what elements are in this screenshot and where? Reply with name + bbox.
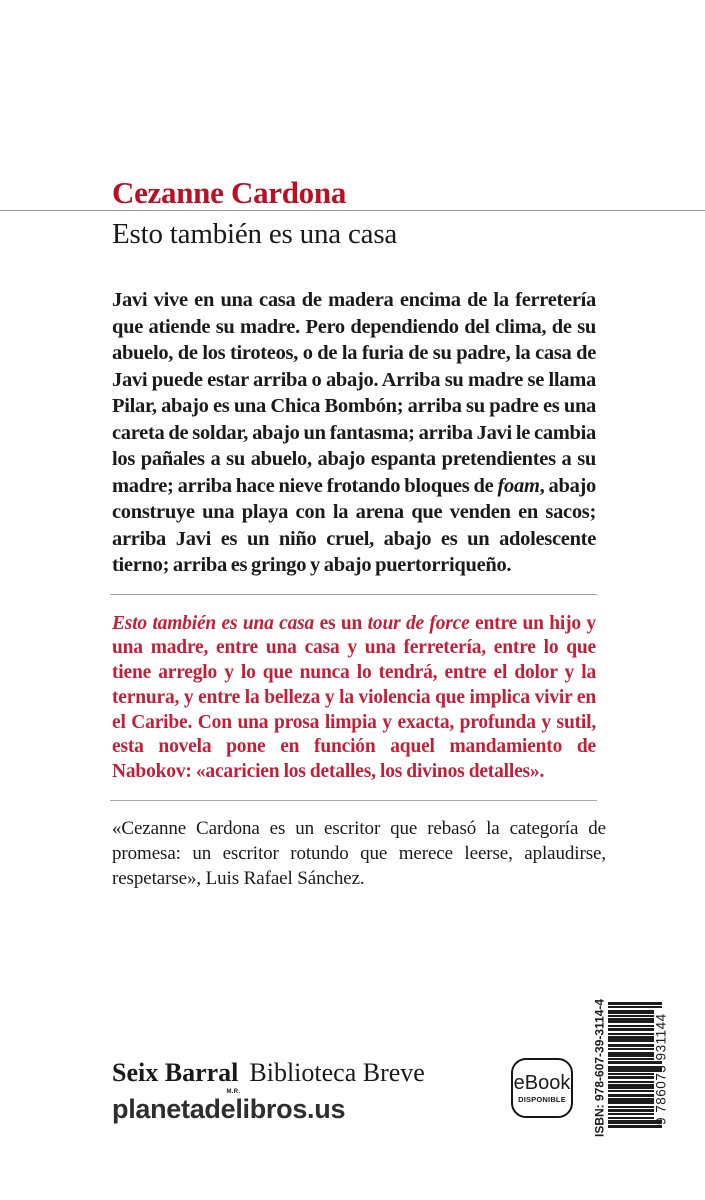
barcode-stripe xyxy=(608,1113,654,1115)
review-text-1: es un xyxy=(314,612,368,634)
trademark-mark: M.R. xyxy=(226,1089,241,1095)
header-divider xyxy=(0,210,705,211)
publisher-name: Seix Barral xyxy=(112,1058,239,1087)
barcode-stripe xyxy=(608,1044,654,1047)
synopsis-foam-italic: foam xyxy=(497,474,540,497)
barcode-stripe xyxy=(608,1048,654,1050)
publisher-logo xyxy=(112,1058,241,1095)
barcode-stripe xyxy=(608,1025,654,1027)
author-name: Cezanne Cardona xyxy=(112,175,347,210)
barcode-ean-number: 9 786073 931144 xyxy=(653,1013,669,1125)
endorsement-quote: «Cezanne Cardona es un escritor que rebasó la categoría de promesa: un escritor rotundo que merece leerse, aplaudirse, respetarse», Luis Rafael Sánchez. xyxy=(112,818,606,890)
synopsis-paragraph xyxy=(112,287,596,579)
barcode-stripe xyxy=(608,1106,654,1108)
book-title: Esto también es una casa xyxy=(112,218,398,250)
ebook-badge-sublabel: DISPONIBLE xyxy=(518,1094,566,1104)
review-text-2: entre un hijo y una madre, entre una casa y una ferretería, entre lo que tiene arreglo y lo que nunca lo tendrá, entre el dolor y la ternura, y entre la belleza y la violencia que implica vivir en el Caribe. Con una prosa limpia y exacta, profunda y sutil, esta novela pone en función aquel mandamiento de Nabokov: «acaricien los detalles, los divinos detalles». xyxy=(112,612,596,783)
isbn-text: ISBN: 978-607-39-3114-4 xyxy=(592,998,607,1138)
barcode-stripe xyxy=(608,1036,654,1042)
divider-above-review xyxy=(110,594,597,595)
barcode-stripe xyxy=(608,1090,654,1092)
collection-name: Biblioteca Breve xyxy=(249,1058,425,1087)
barcode-stripe xyxy=(608,1018,654,1023)
barcode-stripe xyxy=(608,1076,654,1079)
barcode-stripe xyxy=(608,1058,654,1060)
synopsis-text-1: Javi vive en una casa de madera encima de la ferretería que atiende su madre. Pero dependiendo del clima, de su abuelo, de los tiroteos, o de la furia de su padre, la casa de Javi puede estar arriba o abajo. Arriba su madre se llama Pilar, abajo es una Chica Bombón; arriba su padre es una careta de soldar, abajo un fantasma; arriba Javi le cambia los pañales a su abuelo, abajo espanta pretendientes a su madre; arriba hace nieve frotando bloques de xyxy=(112,289,596,497)
barcode-stripe xyxy=(608,1033,654,1035)
barcode-stripe xyxy=(608,1073,654,1075)
review-tour-de-force-italic: tour de force xyxy=(367,612,470,634)
barcode-stripe xyxy=(608,1010,654,1014)
barcode-stripe xyxy=(608,1052,654,1057)
divider-above-endorsement xyxy=(110,800,597,801)
barcode-stripe xyxy=(608,1098,654,1104)
barcode-stripe xyxy=(608,1015,654,1017)
ebook-available-badge xyxy=(511,1058,573,1118)
ebook-badge-label: eBook xyxy=(513,1071,571,1094)
barcode-stripe xyxy=(608,1109,654,1112)
barcode-stripe xyxy=(608,1028,654,1031)
publisher-line xyxy=(112,1058,425,1095)
barcode-stripe xyxy=(608,1081,654,1083)
barcode-stripe xyxy=(608,1084,654,1089)
publisher-website: planetadelibros.us xyxy=(112,1094,346,1124)
barcode-stripe xyxy=(608,1117,654,1119)
barcode-stripe xyxy=(608,1094,654,1097)
synopsis-text-2: , abajo construye una playa con la arena que venden en sacos; arriba Javi es un niño cruel, abajo es un adolescente tierno; arriba es gringo y abajo puertorriqueño. xyxy=(112,474,596,576)
review-book-title-italic: Esto también es una casa xyxy=(112,612,315,634)
review-paragraph xyxy=(112,612,596,786)
